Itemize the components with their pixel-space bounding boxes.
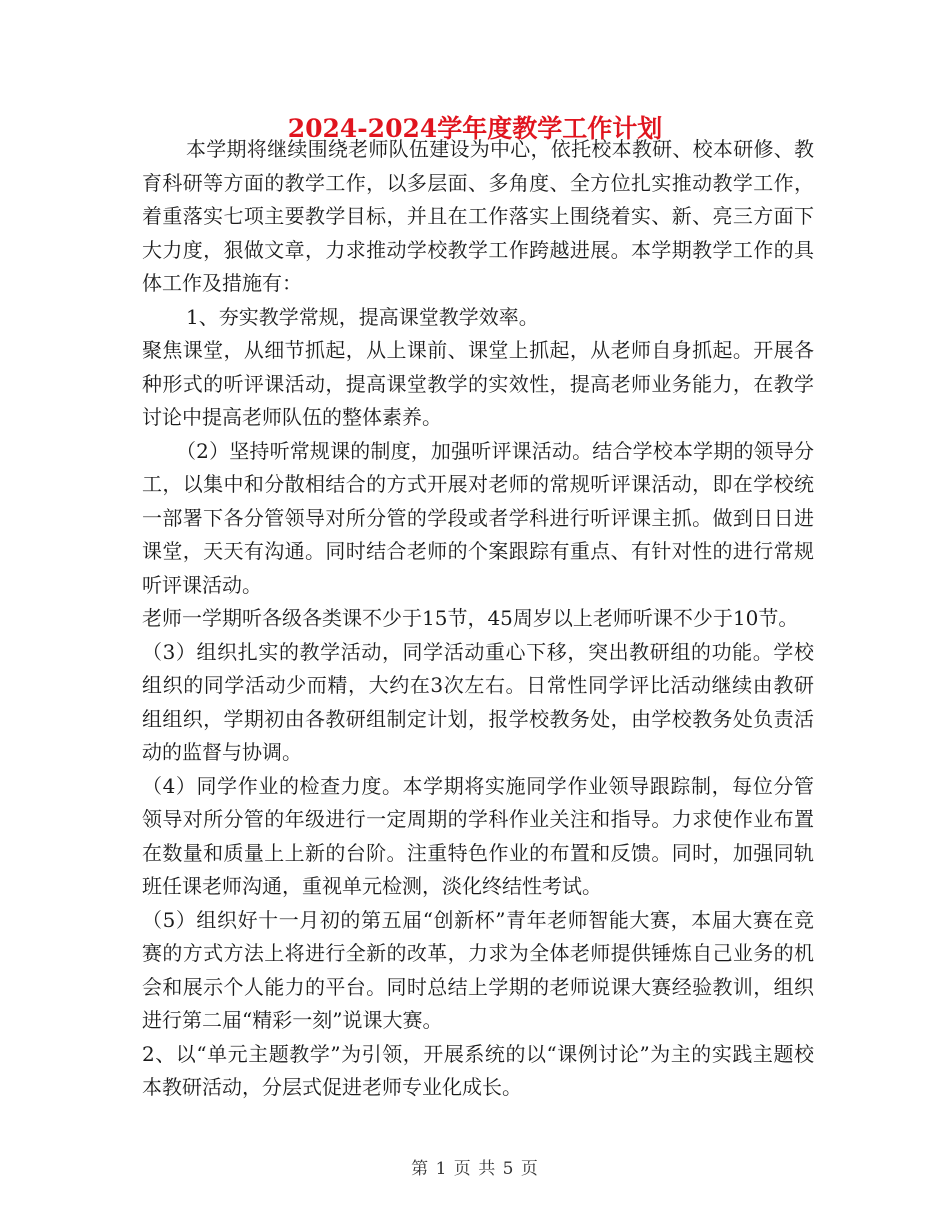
page-number-footer: 第 1 页 共 5 页 <box>411 1159 539 1179</box>
paragraph-lesson-count: 老师一学期听各级各类课不少于15节，45周岁以上老师听课不少于10节。 <box>142 606 799 630</box>
section-heading-1: 1、夯实教学常规，提高课堂教学效率。 <box>186 304 539 329</box>
intro-paragraph: 本学期将继续围绕老师队伍建设为中心，依托校本教研、校本研修、教育科研等方面的教学工作，以多层面、多角度、全方位扎实推动教学工作，着重落实七项主要教学目标，并且在工作落实上围绕着实、新、亮三方面下大力度，狠做文章，力求推动学校教学工作跨越进展。本学期教学工作的具体工作及措施有： <box>142 137 814 295</box>
document-body <box>142 133 814 1105</box>
section-heading-2: 2、以“单元主题教学”为引领，开展系统的以“课例讨论”为主的实践主题校本教研活动，分层式促进老师专业化成长。 <box>142 1041 814 1099</box>
paragraph-item-5: （5）组织好十一月初的第五届“创新杯”青年老师智能大赛，本届大赛在竞赛的方式方法上将进行全新的改革，力求为全体老师提供锤炼自己业务的机会和展示个人能力的平台。同时总结上学期的老师说课大赛经验教训，组织进行第二届“精彩一刻”说课大赛。 <box>142 907 814 1032</box>
paragraph-item-4: （4）同学作业的检查力度。本学期将实施同学作业领导跟踪制，每位分管领导对所分管的年级进行一定周期的学科作业关注和指导。力求使作业布置在数量和质量上上新的台阶。注重特色作业的布置和反馈。同时，加强同轨班任课老师沟通，重视单元检测，淡化终结性考试。 <box>142 773 814 898</box>
paragraph-item-2: （2）坚持听常规课的制度，加强听评课活动。结合学校本学期的领导分工，以集中和分散相结合的方式开展对老师的常规听评课活动，即在学校统一部署下各分管领导对所分管的学段或者学科进行听评课主抓。做到日日进课堂，天天有沟通。同时结合老师的个案跟踪有重点、有针对性的进行常规听评课活动。 <box>142 438 814 597</box>
paragraph-focus-classroom: 聚焦课堂，从细节抓起，从上课前、课堂上抓起，从老师自身抓起。开展各种形式的听评课活动，提高课堂教学的实效性，提高老师业务能力，在教学讨论中提高老师队伍的整体素养。 <box>142 338 814 429</box>
paragraph-item-3: （3）组织扎实的教学活动，同学活动重心下移，突出教研组的功能。学校组织的同学活动少而精，大约在3次左右。日常性同学评比活动继续由教研组组织，学期初由各教研组制定计划，报学校教务处，由学校教务处负责活动的监督与协调。 <box>142 639 814 764</box>
document-title: 2024-2024学年度教学工作计划 <box>287 114 663 143</box>
